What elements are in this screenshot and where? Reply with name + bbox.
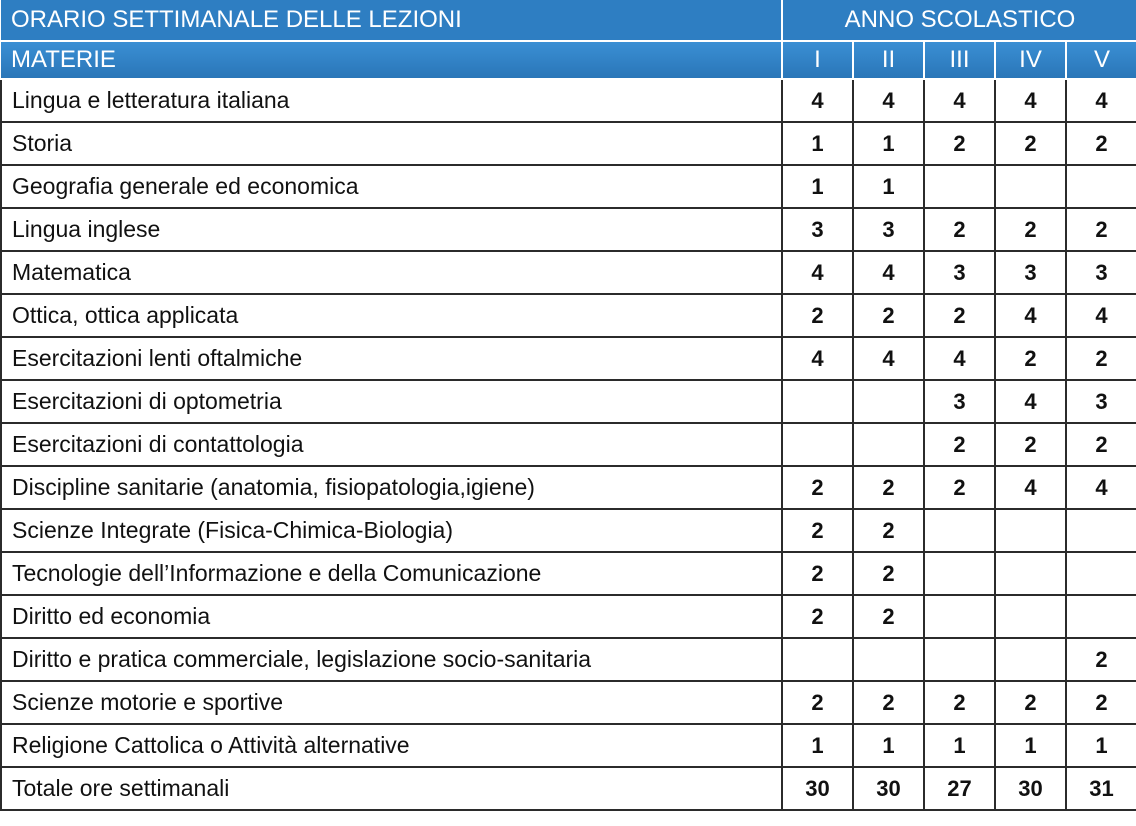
subject-cell: Matematica xyxy=(1,251,782,294)
hours-cell-year-i xyxy=(782,638,853,681)
year-group-header: ANNO SCOLASTICO xyxy=(782,0,1136,41)
table-row xyxy=(1,337,1136,380)
hours-cell-year-iv xyxy=(995,509,1066,552)
hours-cell-year-iii xyxy=(924,595,995,638)
table-row xyxy=(1,423,1136,466)
table-row xyxy=(1,724,1136,767)
hours-cell-year-iii xyxy=(924,509,995,552)
table-row xyxy=(1,681,1136,724)
subject-cell: Geografia generale ed economica xyxy=(1,165,782,208)
year-header-ii: II xyxy=(853,41,924,79)
hours-cell-year-ii xyxy=(853,380,924,423)
hours-cell-year-ii: 2 xyxy=(853,595,924,638)
table-row xyxy=(1,595,1136,638)
hours-cell-year-ii: 4 xyxy=(853,251,924,294)
hours-cell-year-ii: 4 xyxy=(853,79,924,122)
subject-cell: Storia xyxy=(1,122,782,165)
hours-cell-year-i: 4 xyxy=(782,79,853,122)
hours-cell-year-v: 2 xyxy=(1066,638,1136,681)
subject-cell: Ottica, ottica applicata xyxy=(1,294,782,337)
hours-cell-year-ii: 1 xyxy=(853,122,924,165)
hours-cell-year-iv: 1 xyxy=(995,724,1066,767)
hours-cell-year-v: 2 xyxy=(1066,681,1136,724)
hours-cell-year-iv: 2 xyxy=(995,423,1066,466)
year-header-i: I xyxy=(782,41,853,79)
hours-cell-year-iv: 4 xyxy=(995,294,1066,337)
hours-cell-year-v xyxy=(1066,595,1136,638)
hours-cell-year-iii: 3 xyxy=(924,380,995,423)
hours-cell-year-ii: 2 xyxy=(853,681,924,724)
table-row xyxy=(1,466,1136,509)
subject-cell: Diritto ed economia xyxy=(1,595,782,638)
table-body xyxy=(1,79,1136,810)
hours-cell-year-iii: 2 xyxy=(924,423,995,466)
table-row xyxy=(1,552,1136,595)
hours-cell-year-v xyxy=(1066,165,1136,208)
hours-cell-year-i: 1 xyxy=(782,122,853,165)
hours-cell-year-iv: 3 xyxy=(995,251,1066,294)
hours-cell-year-iii: 1 xyxy=(924,724,995,767)
hours-cell-year-iii: 2 xyxy=(924,466,995,509)
table-row xyxy=(1,122,1136,165)
hours-cell-year-iv: 2 xyxy=(995,208,1066,251)
hours-cell-year-ii: 2 xyxy=(853,552,924,595)
hours-cell-year-v: 3 xyxy=(1066,251,1136,294)
table-row xyxy=(1,251,1136,294)
hours-cell-year-ii: 4 xyxy=(853,337,924,380)
table-row xyxy=(1,79,1136,122)
hours-cell-year-i xyxy=(782,423,853,466)
table-header-row xyxy=(1,0,1136,41)
hours-cell-year-iv: 2 xyxy=(995,337,1066,380)
subject-cell: Esercitazioni di optometria xyxy=(1,380,782,423)
hours-cell-year-iv xyxy=(995,165,1066,208)
hours-cell-year-i: 4 xyxy=(782,337,853,380)
subject-cell: Lingua inglese xyxy=(1,208,782,251)
hours-cell-year-v: 2 xyxy=(1066,208,1136,251)
hours-cell-year-iv: 30 xyxy=(995,767,1066,810)
hours-cell-year-i: 2 xyxy=(782,681,853,724)
subject-cell: Scienze Integrate (Fisica-Chimica-Biologia) xyxy=(1,509,782,552)
hours-cell-year-iii xyxy=(924,165,995,208)
hours-cell-year-iv: 2 xyxy=(995,122,1066,165)
hours-cell-year-ii: 1 xyxy=(853,724,924,767)
subject-cell: Lingua e letteratura italiana xyxy=(1,79,782,122)
subjects-column-header: MATERIE xyxy=(1,41,782,79)
hours-cell-year-ii: 3 xyxy=(853,208,924,251)
year-header-iv: IV xyxy=(995,41,1066,79)
hours-cell-year-ii: 2 xyxy=(853,466,924,509)
subject-cell: Tecnologie dell’Informazione e della Comunicazione xyxy=(1,552,782,595)
hours-cell-year-v xyxy=(1066,552,1136,595)
hours-cell-year-iv: 2 xyxy=(995,681,1066,724)
table-title: ORARIO SETTIMANALE DELLE LEZIONI xyxy=(1,0,782,41)
subject-cell: Religione Cattolica o Attività alternative xyxy=(1,724,782,767)
hours-cell-year-iii xyxy=(924,638,995,681)
hours-cell-year-i: 2 xyxy=(782,595,853,638)
subject-cell: Discipline sanitarie (anatomia, fisiopatologia,igiene) xyxy=(1,466,782,509)
hours-cell-year-v: 4 xyxy=(1066,294,1136,337)
table-row xyxy=(1,208,1136,251)
hours-cell-year-iii: 27 xyxy=(924,767,995,810)
table-row xyxy=(1,638,1136,681)
hours-cell-year-ii xyxy=(853,638,924,681)
hours-cell-year-i: 2 xyxy=(782,552,853,595)
hours-cell-year-v: 2 xyxy=(1066,423,1136,466)
hours-cell-year-v: 4 xyxy=(1066,466,1136,509)
subject-cell: Scienze motorie e sportive xyxy=(1,681,782,724)
hours-cell-year-v xyxy=(1066,509,1136,552)
year-header-iii: III xyxy=(924,41,995,79)
hours-cell-year-i: 3 xyxy=(782,208,853,251)
subject-cell: Esercitazioni lenti oftalmiche xyxy=(1,337,782,380)
hours-cell-year-v: 3 xyxy=(1066,380,1136,423)
column-header-row xyxy=(1,41,1136,79)
hours-cell-year-ii: 2 xyxy=(853,294,924,337)
hours-cell-year-iv: 4 xyxy=(995,466,1066,509)
hours-cell-year-iii: 4 xyxy=(924,337,995,380)
year-header-v: V xyxy=(1066,41,1136,79)
hours-cell-year-i: 2 xyxy=(782,509,853,552)
hours-cell-year-iii xyxy=(924,552,995,595)
hours-cell-year-ii: 1 xyxy=(853,165,924,208)
hours-cell-year-iii: 2 xyxy=(924,294,995,337)
hours-cell-year-i: 30 xyxy=(782,767,853,810)
hours-cell-year-iii: 2 xyxy=(924,122,995,165)
hours-cell-year-v: 1 xyxy=(1066,724,1136,767)
hours-cell-year-ii: 2 xyxy=(853,509,924,552)
hours-cell-year-i xyxy=(782,380,853,423)
subject-cell: Esercitazioni di contattologia xyxy=(1,423,782,466)
hours-cell-year-i: 2 xyxy=(782,294,853,337)
hours-cell-year-v: 2 xyxy=(1066,337,1136,380)
hours-cell-year-iv xyxy=(995,552,1066,595)
hours-cell-year-v: 2 xyxy=(1066,122,1136,165)
subject-cell: Totale ore settimanali xyxy=(1,767,782,810)
hours-cell-year-iv: 4 xyxy=(995,79,1066,122)
hours-cell-year-i: 4 xyxy=(782,251,853,294)
total-row xyxy=(1,767,1136,810)
hours-cell-year-i: 1 xyxy=(782,165,853,208)
hours-cell-year-i: 1 xyxy=(782,724,853,767)
hours-cell-year-iii: 3 xyxy=(924,251,995,294)
hours-cell-year-iv: 4 xyxy=(995,380,1066,423)
subject-cell: Diritto e pratica commerciale, legislazione socio-sanitaria xyxy=(1,638,782,681)
hours-cell-year-ii xyxy=(853,423,924,466)
hours-cell-year-iii: 4 xyxy=(924,79,995,122)
hours-cell-year-ii: 30 xyxy=(853,767,924,810)
table-row xyxy=(1,509,1136,552)
table-row xyxy=(1,380,1136,423)
hours-cell-year-v: 31 xyxy=(1066,767,1136,810)
hours-cell-year-iii: 2 xyxy=(924,208,995,251)
hours-cell-year-i: 2 xyxy=(782,466,853,509)
hours-cell-year-v: 4 xyxy=(1066,79,1136,122)
hours-cell-year-iv xyxy=(995,638,1066,681)
hours-cell-year-iii: 2 xyxy=(924,681,995,724)
table-row xyxy=(1,294,1136,337)
hours-cell-year-iv xyxy=(995,595,1066,638)
table-row xyxy=(1,165,1136,208)
